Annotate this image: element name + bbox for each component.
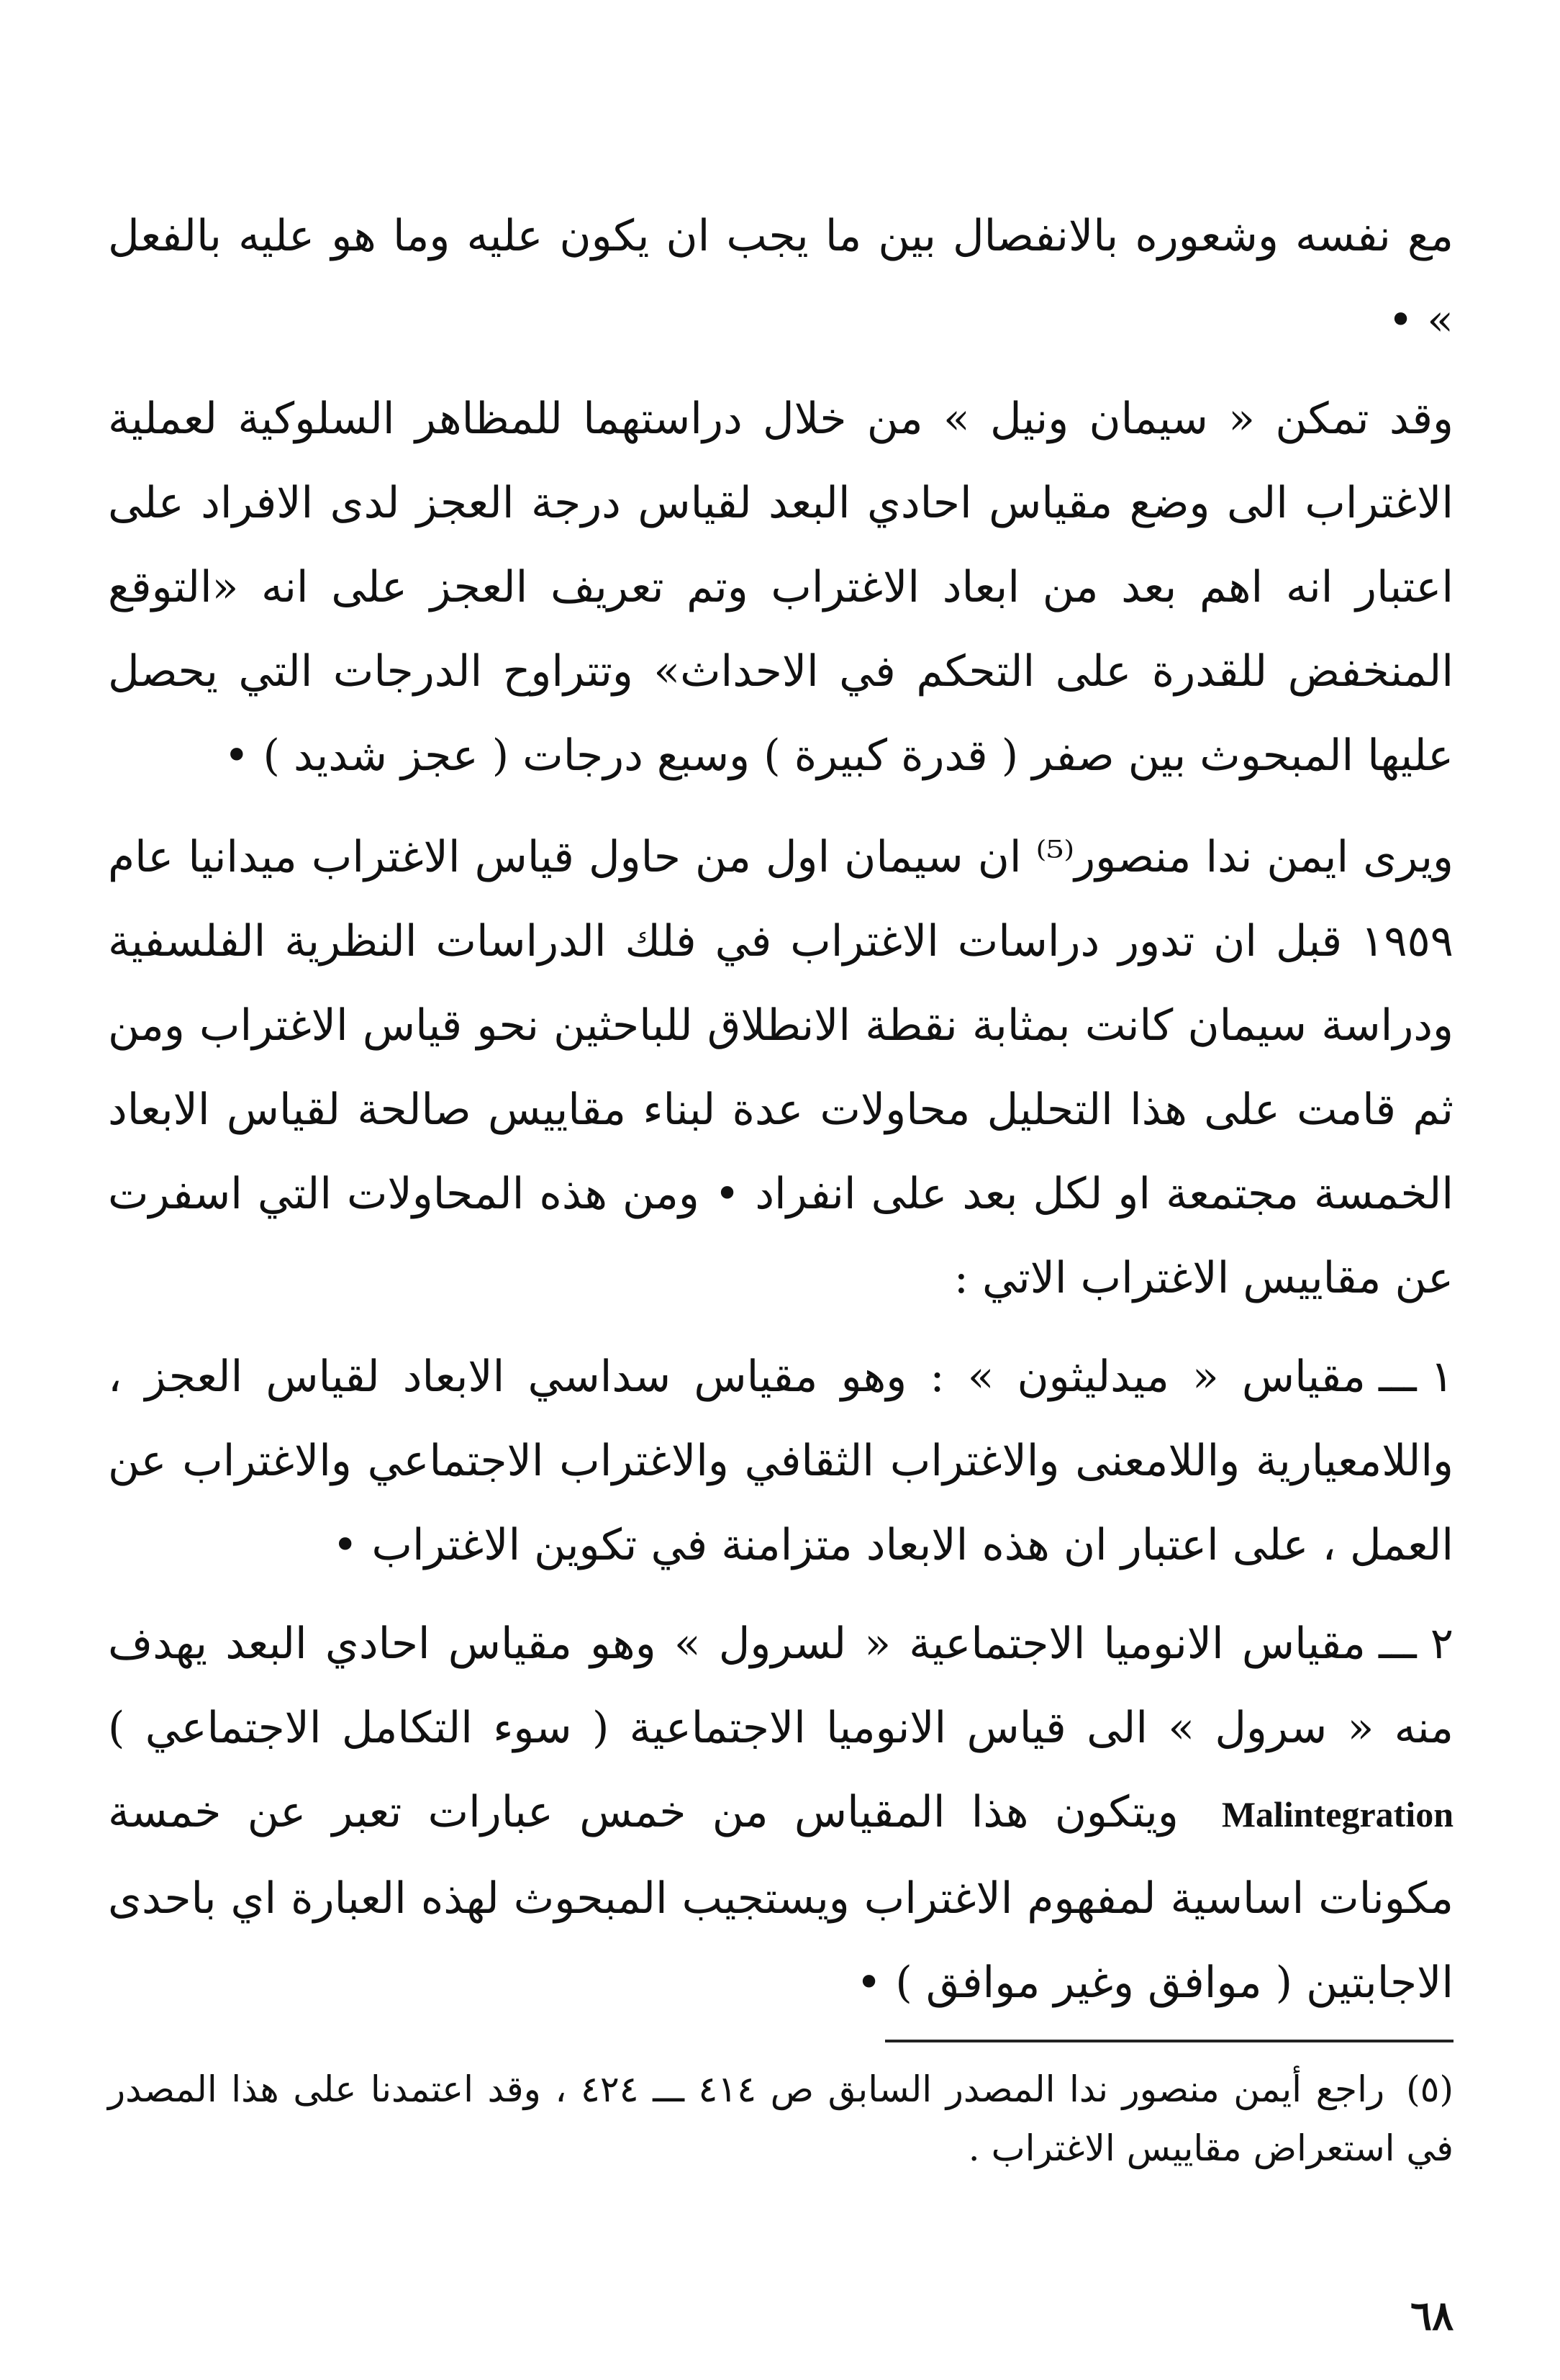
list-item-1-text: مقياس « ميدليثون » : وهو مقياس سداسي الابعاد لقياس العجز ، واللامعيارية واللامعنى والاغتراب الثقافي والاغتراب الاجتماعي والاغتراب عن العمل ، على اعتبار ان هذه الابعاد متزامنة في تكوين الاغتراب • bbox=[108, 1352, 1454, 1570]
footnote-number: (٥) bbox=[1406, 2068, 1454, 2110]
paragraph-3: ويرى ايمن ندا منصور⁽⁵⁾ ان سيمان اول من حاول قياس الاغتراب ميدانيا عام ١٩٥٩ قبل ان تدور دراسات الاغتراب في فلك الدراسات النظرية الفلسفية ودراسة سيمان كانت بمثابة نقطة الانطلاق للباحثين نحو قياس الاغتراب ومن ثم قامت على هذا التحليل محاولات عدة لبناء مقاييس صالحة لقياس الابعاد الخمسة مجتمعة او لكل بعد على انفراد • ومن هذه المحاولات التي اسفرت عن مقاييس الاغتراب الاتي : bbox=[108, 832, 1454, 1303]
page-body bbox=[108, 194, 1454, 2325]
list-item-1 bbox=[108, 1335, 1454, 1588]
list-item-2-text-a: مقياس الانوميا الاجتماعية « لسرول » وهو مقياس احادي البعد يهدف منه « سرول » الى قياس الانوميا الاجتماعية ( سوء التكامل الاجتماعي ) bbox=[108, 1619, 1454, 1753]
list-item-2-number: ٢ ـــ bbox=[1378, 1619, 1454, 1669]
list-item-1-number: ١ ـــ bbox=[1378, 1352, 1454, 1402]
list-item-2 bbox=[108, 1602, 1454, 2025]
footnote-text: راجع أيمن منصور ندا المصدر السابق ص ٤١٤ ـــ ٤٢٤ ، وقد اعتمدنا على هذا المصدر في استعراض مقاييس الاغتراب . bbox=[108, 2068, 1454, 2169]
paragraph-1: مع نفسه وشعوره بالانفصال بين ما يجب ان يكون عليه وما هو عليه بالفعل » • bbox=[108, 211, 1454, 345]
list-item-2-text-b: ويتكون هذا المقياس من خمس عبارات تعبر عن خمسة مكونات اساسية لمفهوم الاغتراب ويستجيب المبحوث لهذه العبارة اي باحدى الاجابتين ( موافق وغير موافق ) • bbox=[108, 1787, 1454, 2008]
latin-term: Malintegration bbox=[1221, 1794, 1454, 1834]
footnote bbox=[108, 2060, 1454, 2178]
footnote-divider bbox=[885, 2040, 1454, 2042]
page-number: ٦٨ bbox=[1410, 2292, 1454, 2340]
paragraph-2: وقد تمكن « سيمان ونيل » من خلال دراستهما للمظاهر السلوكية لعملية الاغتراب الى وضع مقياس احادي البعد لقياس درجة العجز لدى الافراد على اعتبار انه اهم بعد من ابعاد الاغتراب وتم تعريف العجز على انه «التوقع المنخفض للقدرة على التحكم في الاحداث» وتتراوح الدرجات التي يحصل عليها المبحوث بين صفر ( قدرة كبيرة ) وسبع درجات ( عجز شديد ) • bbox=[108, 394, 1454, 781]
